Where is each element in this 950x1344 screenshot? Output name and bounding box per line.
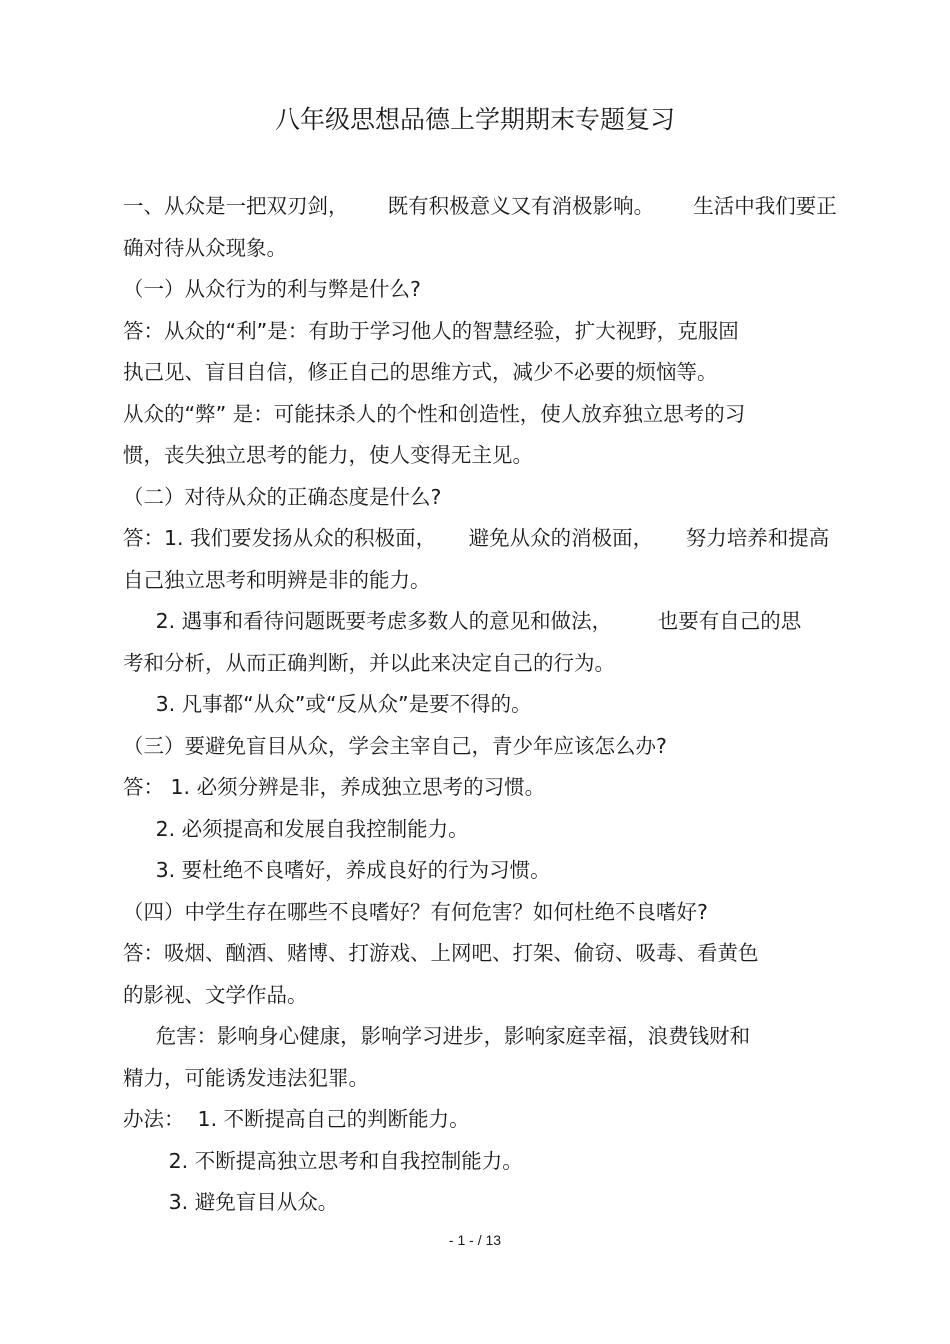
text-line: 2. 不断提高独立思考和自我控制能力。	[123, 1148, 523, 1173]
text-line: 办法： 1. 不断提高自己的判断能力。	[123, 1107, 470, 1131]
section-heading: （三）要避免盲目从众，学会主宰自己，青少年应该怎么办?	[123, 733, 667, 758]
text-line: 精力，可能诱发违法犯罪。	[123, 1065, 369, 1090]
section-heading: （四）中学生存在哪些不良嗜好？有何危害？如何杜绝不良嗜好?	[123, 899, 708, 924]
text-line: 考和分析，从而正确判断，并以此来决定自己的行为。	[123, 650, 615, 675]
text-line: 答：从众的“利”是：有助于学习他人的智慧经验，扩大视野，克服固	[123, 318, 739, 343]
text-line: 3. 避免盲目从众。	[123, 1190, 339, 1214]
text-line: 危害：影响身心健康，影响学习进步，影响家庭幸福，浪费钱财和	[123, 1024, 751, 1048]
text-line: 3. 凡事都“从众”或“反从众”是要不得的。	[123, 692, 532, 716]
text-line: 2. 遇事和看待问题既要考虑多数人的意见和做法， 也要有自己的思	[123, 609, 802, 633]
text-line: 一、从众是一把双刃剑， 既有积极意义又有消极影响。 生活中我们要正	[123, 194, 837, 218]
text-line: 执己见、盲目自信，修正自己的思维方式，减少不必要的烦恼等。	[123, 360, 718, 384]
text-line: 3. 要杜绝不良嗜好，养成良好的行为习惯。	[123, 858, 551, 882]
text-line: 惯，丧失独立思考的能力，使人变得无主见。	[123, 443, 533, 467]
text-line: 从众的“弊” 是：可能抹杀人的个性和创造性，使人放弃独立思考的习	[123, 401, 746, 426]
text-line: 答：吸烟、酗酒、赌博、打游戏、上网吧、打架、偷窃、吸毒、看黄色	[123, 941, 759, 965]
text-line: 确对待从众现象。	[123, 235, 287, 260]
text-line: 自己独立思考和明辨是非的能力。	[123, 567, 431, 592]
page-number: - 1 - / 13	[448, 1232, 502, 1248]
section-heading: （二）对待从众的正确态度是什么?	[123, 484, 442, 509]
document-title: 八年级思想品德上学期期末专题复习	[274, 105, 675, 134]
text-line: 答： 1. 必须分辨是非，养成独立思考的习惯。	[123, 775, 546, 799]
document-body	[123, 186, 843, 1224]
section-heading: （一）从众行为的利与弊是什么?	[123, 277, 421, 301]
text-line: 的影视、文学作品。	[123, 982, 308, 1007]
text-line: 答：1. 我们要发扬从众的积极面， 避免从众的消极面， 努力培养和提高	[123, 526, 830, 550]
text-line: 2. 必须提高和发展自我控制能力。	[123, 816, 469, 841]
